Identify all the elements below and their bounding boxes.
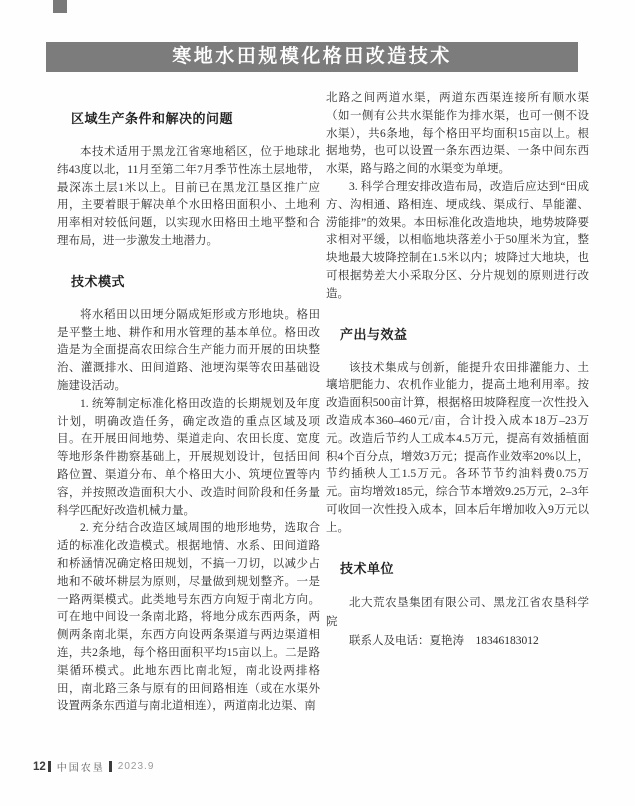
section-heading-conditions: 区域生产条件和解决的问题 <box>71 111 234 126</box>
issue-number: 2023.9 <box>117 761 155 772</box>
page-number: 12 <box>33 760 46 773</box>
journal-name: 中国农垦 <box>56 763 105 774</box>
paragraph: 1. 统筹制定标准化格田改造的长期规划及年度计划，明确改造任务，确定改造的重点区域及项目。在开展田间地势、渠道走向、农田长度、宽度等地形条件勘察基础上，开展规划设计，包括田间路位置、渠道分布、单个格田大小、筑埂位置等内容，并按照改造面积大小、改造时间阶段和任务量科学匹配好改造机械力量。 <box>57 397 320 517</box>
organization-line: 北大荒农垦集团有限公司、黑龙江省农垦科学院 <box>326 596 589 628</box>
paragraph: 3. 科学合理安排改造布局，改造后应达到“田成方、沟相通、路相连、埂成线、渠成行、旱能灌、涝能排”的效果。本田标准化改造地块，地势坡降要求相对平缓，以相临地块落差小于50厘米为宜，整块地最大坡降控制在1.5米以内；坡降过大地块，也可根据势差大小采取分区、分片规划的原则进行改造。 <box>326 180 589 300</box>
section-heading-tech-unit: 技术单位 <box>340 560 395 576</box>
article-title: 寒地水田规模化格田改造技术 <box>46 42 578 72</box>
footer-separator <box>109 761 112 772</box>
contact-line: 联系人及电话：夏艳涛 18346183012 <box>349 634 539 647</box>
section-heading-tech-mode: 技术模式 <box>71 273 126 289</box>
paragraph: 该技术集成与创新，能提升农田排灌能力、土壤培肥能力、农机作业能力，提高土地利用率。按改造面积500亩计算，根据格田坡降程度一次性投入改造成本360–460元/亩，合计投入成本18万–23万元。改造后节约人工成本4.5万元，提高有效插植面积4个百分点，增效3万元；提高作业效率20%以上，节约插秧人工1.5万元。各环节节约油料费0.75万元。亩均增效185元，综合节本增效9.25万元，2–3年可收回一次性投入成本，回本后年增加收入9万元以上。 <box>326 361 589 534</box>
page-footer <box>33 759 154 774</box>
paragraph-continuation: 北路之间两道水渠，两道东西渠连接所有顺水渠（如一侧有公共水渠能作为排水渠，也可一侧不设水渠），共6条地，每个格田平均面积15亩以上。根据地势，也可以设置一条东西边渠、一条中间东西水渠，路与路之间的水渠变为单埂。 <box>326 92 589 176</box>
section-heading-output-benefit: 产出与效益 <box>340 326 408 342</box>
paragraph: 将水稻田以田埂分隔成矩形或方形地块。格田是平整土地、耕作和用水管理的基本单位。格田改造是为全面提高农田综合生产能力而开展的田块整治、灌溉排水、田间道路、池埂沟渠等农田基础设施建设活动。 <box>57 308 320 392</box>
left-column <box>57 112 320 716</box>
footer-separator <box>48 761 51 772</box>
paragraph: 2. 充分结合改造区域周围的地形地势，选取合适的标准化改造模式。根据地情、水系、田间道路和桥涵情况确定格田规划，不搞一刀切，以减少占地和不破坏耕层为原则，尽量做到规划整齐。一是一路两渠模式。此类地号东西方向短于南北方向。可在地中间设一条南北路，将地分成东西两条，两侧两条南北渠，东西方向设两条渠道与两边渠道相连，共2条地，每个格田面积平均15亩以上。二是路渠循环模式。此地东西比南北短，南北设两排格田，南北路三条与原有的田间路相连（或在水渠外设置两条东西道与南北道相连），两道南北边渠、南 <box>57 522 320 713</box>
right-column <box>326 90 589 651</box>
paragraph: 本技术适用于黑龙江省寒地稻区，位于地球北纬43度以北，11月至第二年7月季节性冻土层地带，最深冻土层1米以上。目前已在黑龙江垦区推广应用，主要着眼于解决单个水田格田面积小、土地利用率相对较低问题，以实现水田格田土地平整和合理布局，进一步激发土地潜力。 <box>57 146 320 247</box>
page-corner-mark <box>53 0 67 13</box>
